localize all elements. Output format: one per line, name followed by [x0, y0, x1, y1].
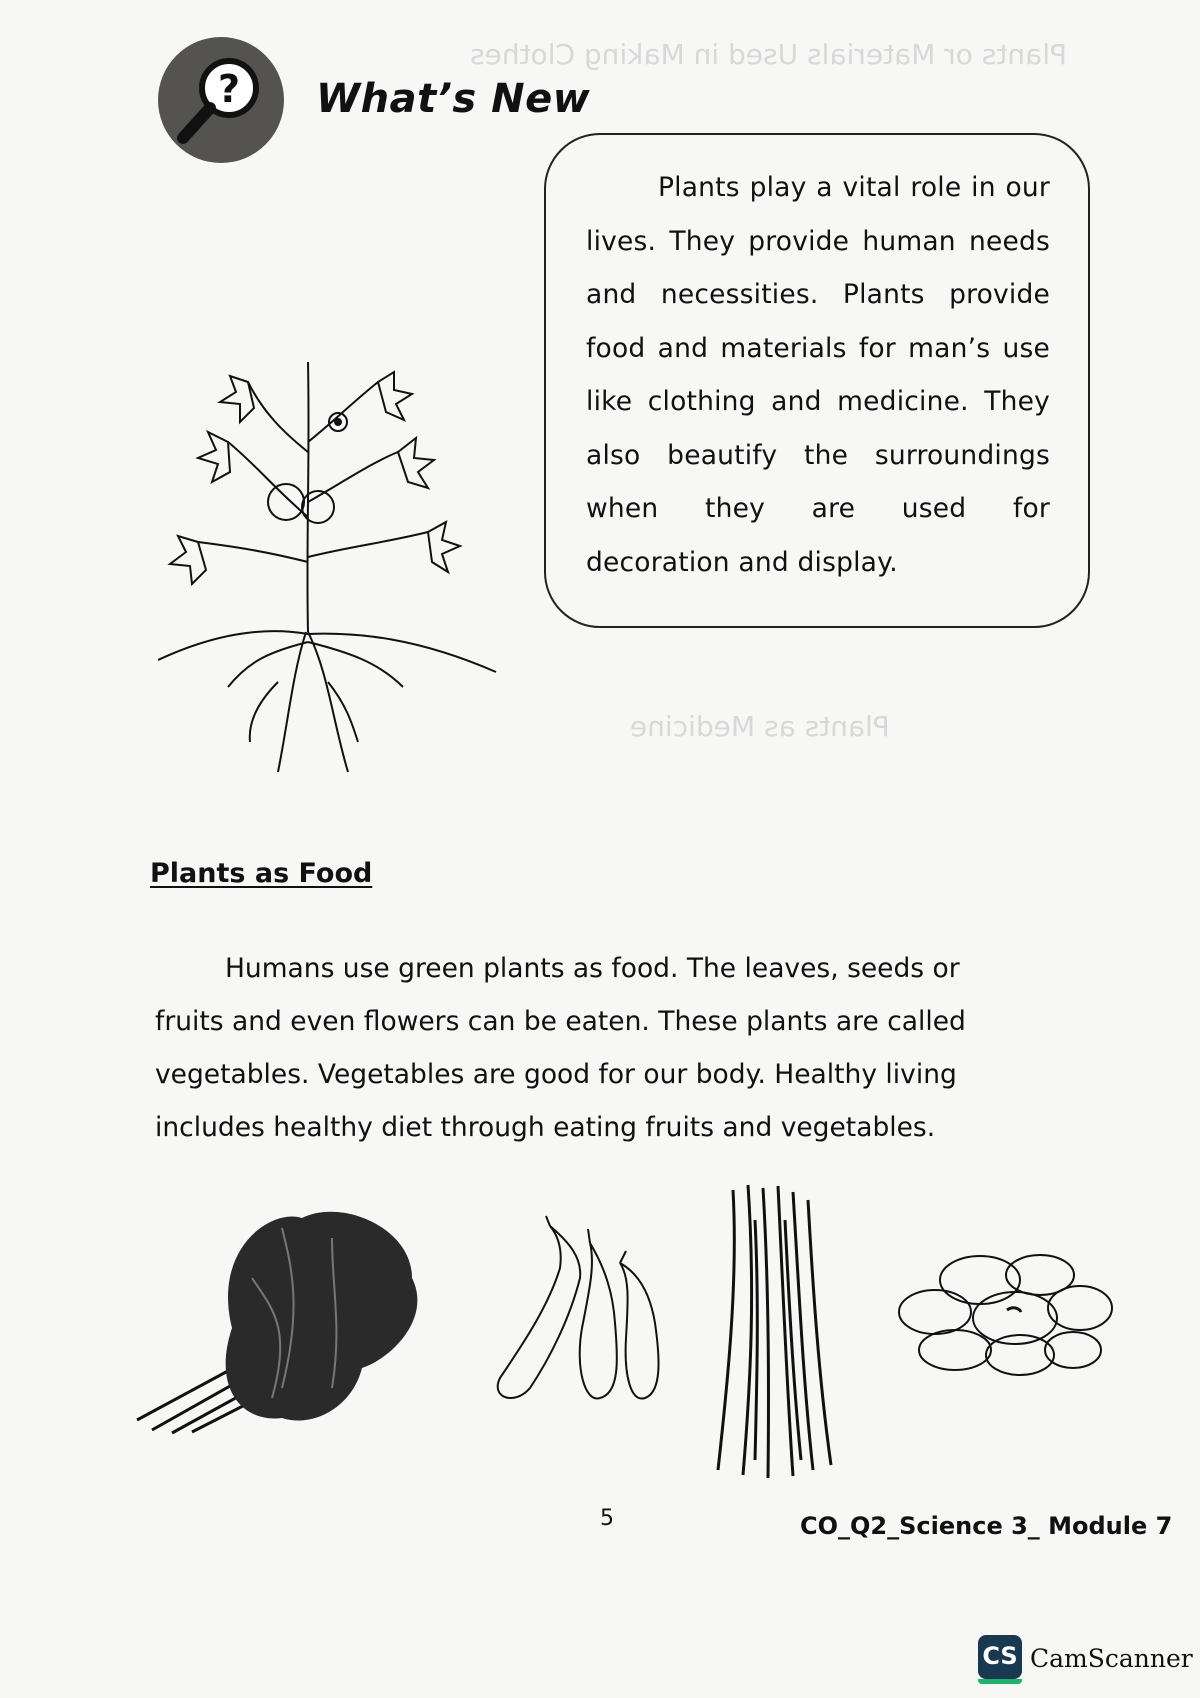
- food-heading: Plants as Food: [150, 858, 373, 889]
- leafy-greens-illustration: [132, 1188, 432, 1438]
- camscanner-logo-icon: CS: [978, 1635, 1022, 1679]
- intro-callout: [544, 133, 1090, 628]
- module-code: CO_Q2_Science 3_ Module 7: [800, 1512, 1173, 1540]
- section-title: What’s New: [316, 76, 591, 122]
- eggplant-illustration: [490, 1208, 670, 1408]
- question-magnifier-icon: [157, 36, 285, 164]
- bleed-through-text: Plants as Medicine: [630, 710, 890, 743]
- food-paragraph: Humans use green plants as food. The leaves, seeds or fruits and even flowers can be eaten. These plants are called vegetables. Vegetables are good for our body. Healthy living includes healthy diet through eating fruits and vegetables.: [155, 953, 966, 1143]
- page-number: 5: [600, 1506, 614, 1531]
- intro-text: Plants play a vital role in our lives. They provide human needs and necessities. Plants provide food and materials for man’s use like clothing and medicine. They also beautify the surroundings when they are used for decoration and display.: [586, 172, 1050, 578]
- tomato-plant-illustration: [158, 342, 498, 782]
- bleed-through-text: Plants or Materials Used in Making Clothes: [470, 38, 1067, 71]
- string-beans-illustration: [713, 1180, 843, 1480]
- camscanner-watermark: CamScanner: [1030, 1644, 1193, 1673]
- lima-beans-illustration: [895, 1250, 1115, 1380]
- svg-text:?: ?: [217, 67, 241, 111]
